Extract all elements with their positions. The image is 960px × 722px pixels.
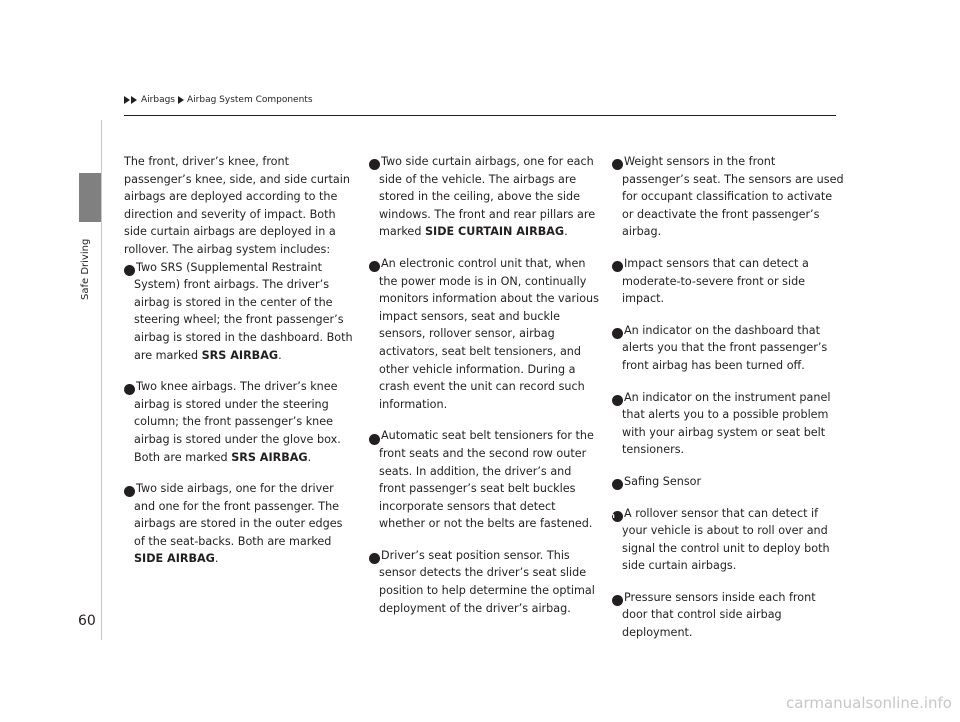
- callout-a-icon: a: [124, 265, 135, 276]
- list-item: j An indicator on the dashboard that alerts you that the front passenger’s front airbag has been turned off.: [607, 323, 828, 372]
- list-item: e An electronic control unit that, when the power mode is in ON, continually monitors information about the various impact sensors, seat and buckle sensors, rollover sensor, airbag activators, seat belt tensioners, and other vehicle information. During a crash event the unit can record such information.: [364, 256, 599, 411]
- arrow-icon: [124, 96, 130, 104]
- list-item: b Two knee airbags. The driver’s knee airbag is stored under the steering column; the front passenger’s knee airbag is stored under the glove box. Both are marked SRS AIRBAG.: [119, 380, 341, 464]
- callout-n-icon: n: [612, 595, 623, 606]
- arrow-icon: [131, 96, 137, 104]
- list-item: n Pressure sensors inside each front door that control side airbag deployment.: [607, 590, 816, 640]
- intro-text: The front, driver’s knee, front passenger’s knee, side, and side curtain airbags are deployed according to the direction and severity of impact. Both side curtain airbags are deployed in a rollover. The airbag system includes:: [124, 155, 350, 256]
- list-item: h Weight sensors in the front passenger’s seat. The sensors are used for occupant classification to activate or deactivate the front passenger’s airbag.: [607, 155, 844, 239]
- column-3: [607, 153, 844, 656]
- callout-l-icon: l: [612, 479, 623, 490]
- list-item: c Two side airbags, one for the driver and one for the front passenger. The airbags are stored in the outer edges of the seat-backs. Both are marked SIDE AIRBAG.: [119, 482, 343, 566]
- page-number: 60: [78, 613, 96, 629]
- callout-g-icon: g: [369, 553, 380, 564]
- callout-j-icon: j: [612, 328, 623, 339]
- list-item: l Safing Sensor: [612, 473, 844, 491]
- column-1: [119, 153, 356, 582]
- list-item: g Driver’s seat position sensor. This sensor detects the driver’s seat slide position to help determine the optimal deployment of the driver’s airbag.: [364, 548, 595, 615]
- callout-m-icon: m: [612, 511, 623, 522]
- list-item: d Two side curtain airbags, one for each side of the vehicle. The airbags are stored in the ceiling, above the side windows. The front and rear pillars are marked SIDE CURTAIN AIRBAG.: [364, 155, 596, 239]
- list-item: m A rollover sensor that can detect if your vehicle is about to roll over and signal the control unit to deploy both side curtain airbags.: [607, 506, 830, 573]
- header-rule: [124, 115, 836, 116]
- section-label: Safe Driving: [80, 238, 91, 300]
- watermark: carmanualsonline.info: [786, 694, 952, 712]
- callout-d-icon: d: [369, 159, 380, 170]
- callout-e-icon: e: [369, 261, 380, 272]
- list-item: i Impact sensors that can detect a moderate-to-severe front or side impact.: [607, 256, 809, 306]
- list-item: a Two SRS (Supplemental Restraint System) front airbags. The driver’s airbag is stored in the center of the steering wheel; the front passenger’s airbag is stored in the dashboard. Both are marked SRS AIRBAG.: [119, 260, 353, 362]
- breadcrumb-airbags[interactable]: Airbags: [141, 95, 175, 105]
- side-rule: [101, 120, 102, 640]
- callout-b-icon: b: [124, 384, 135, 395]
- arrow-icon: [178, 96, 184, 104]
- section-tab: [79, 173, 102, 222]
- callout-i-icon: i: [612, 261, 623, 272]
- breadcrumb: [124, 95, 313, 105]
- callout-c-icon: c: [124, 486, 135, 497]
- list-item: f Automatic seat belt tensioners for the front seats and the second row outer seats. In addition, the driver’s and front passenger’s seat belt buckles incorporate sensors that detect whether or not the belts are fastened.: [364, 429, 594, 531]
- callout-f-icon: f: [369, 434, 380, 445]
- callout-k-icon: k: [612, 395, 623, 406]
- column-2: [364, 153, 601, 631]
- breadcrumb-components[interactable]: Airbag System Components: [187, 95, 313, 105]
- list-item: k An indicator on the instrument panel that alerts you to a possible problem with your airbag system or seat belt tensioners.: [607, 390, 831, 457]
- callout-h-icon: h: [612, 159, 623, 170]
